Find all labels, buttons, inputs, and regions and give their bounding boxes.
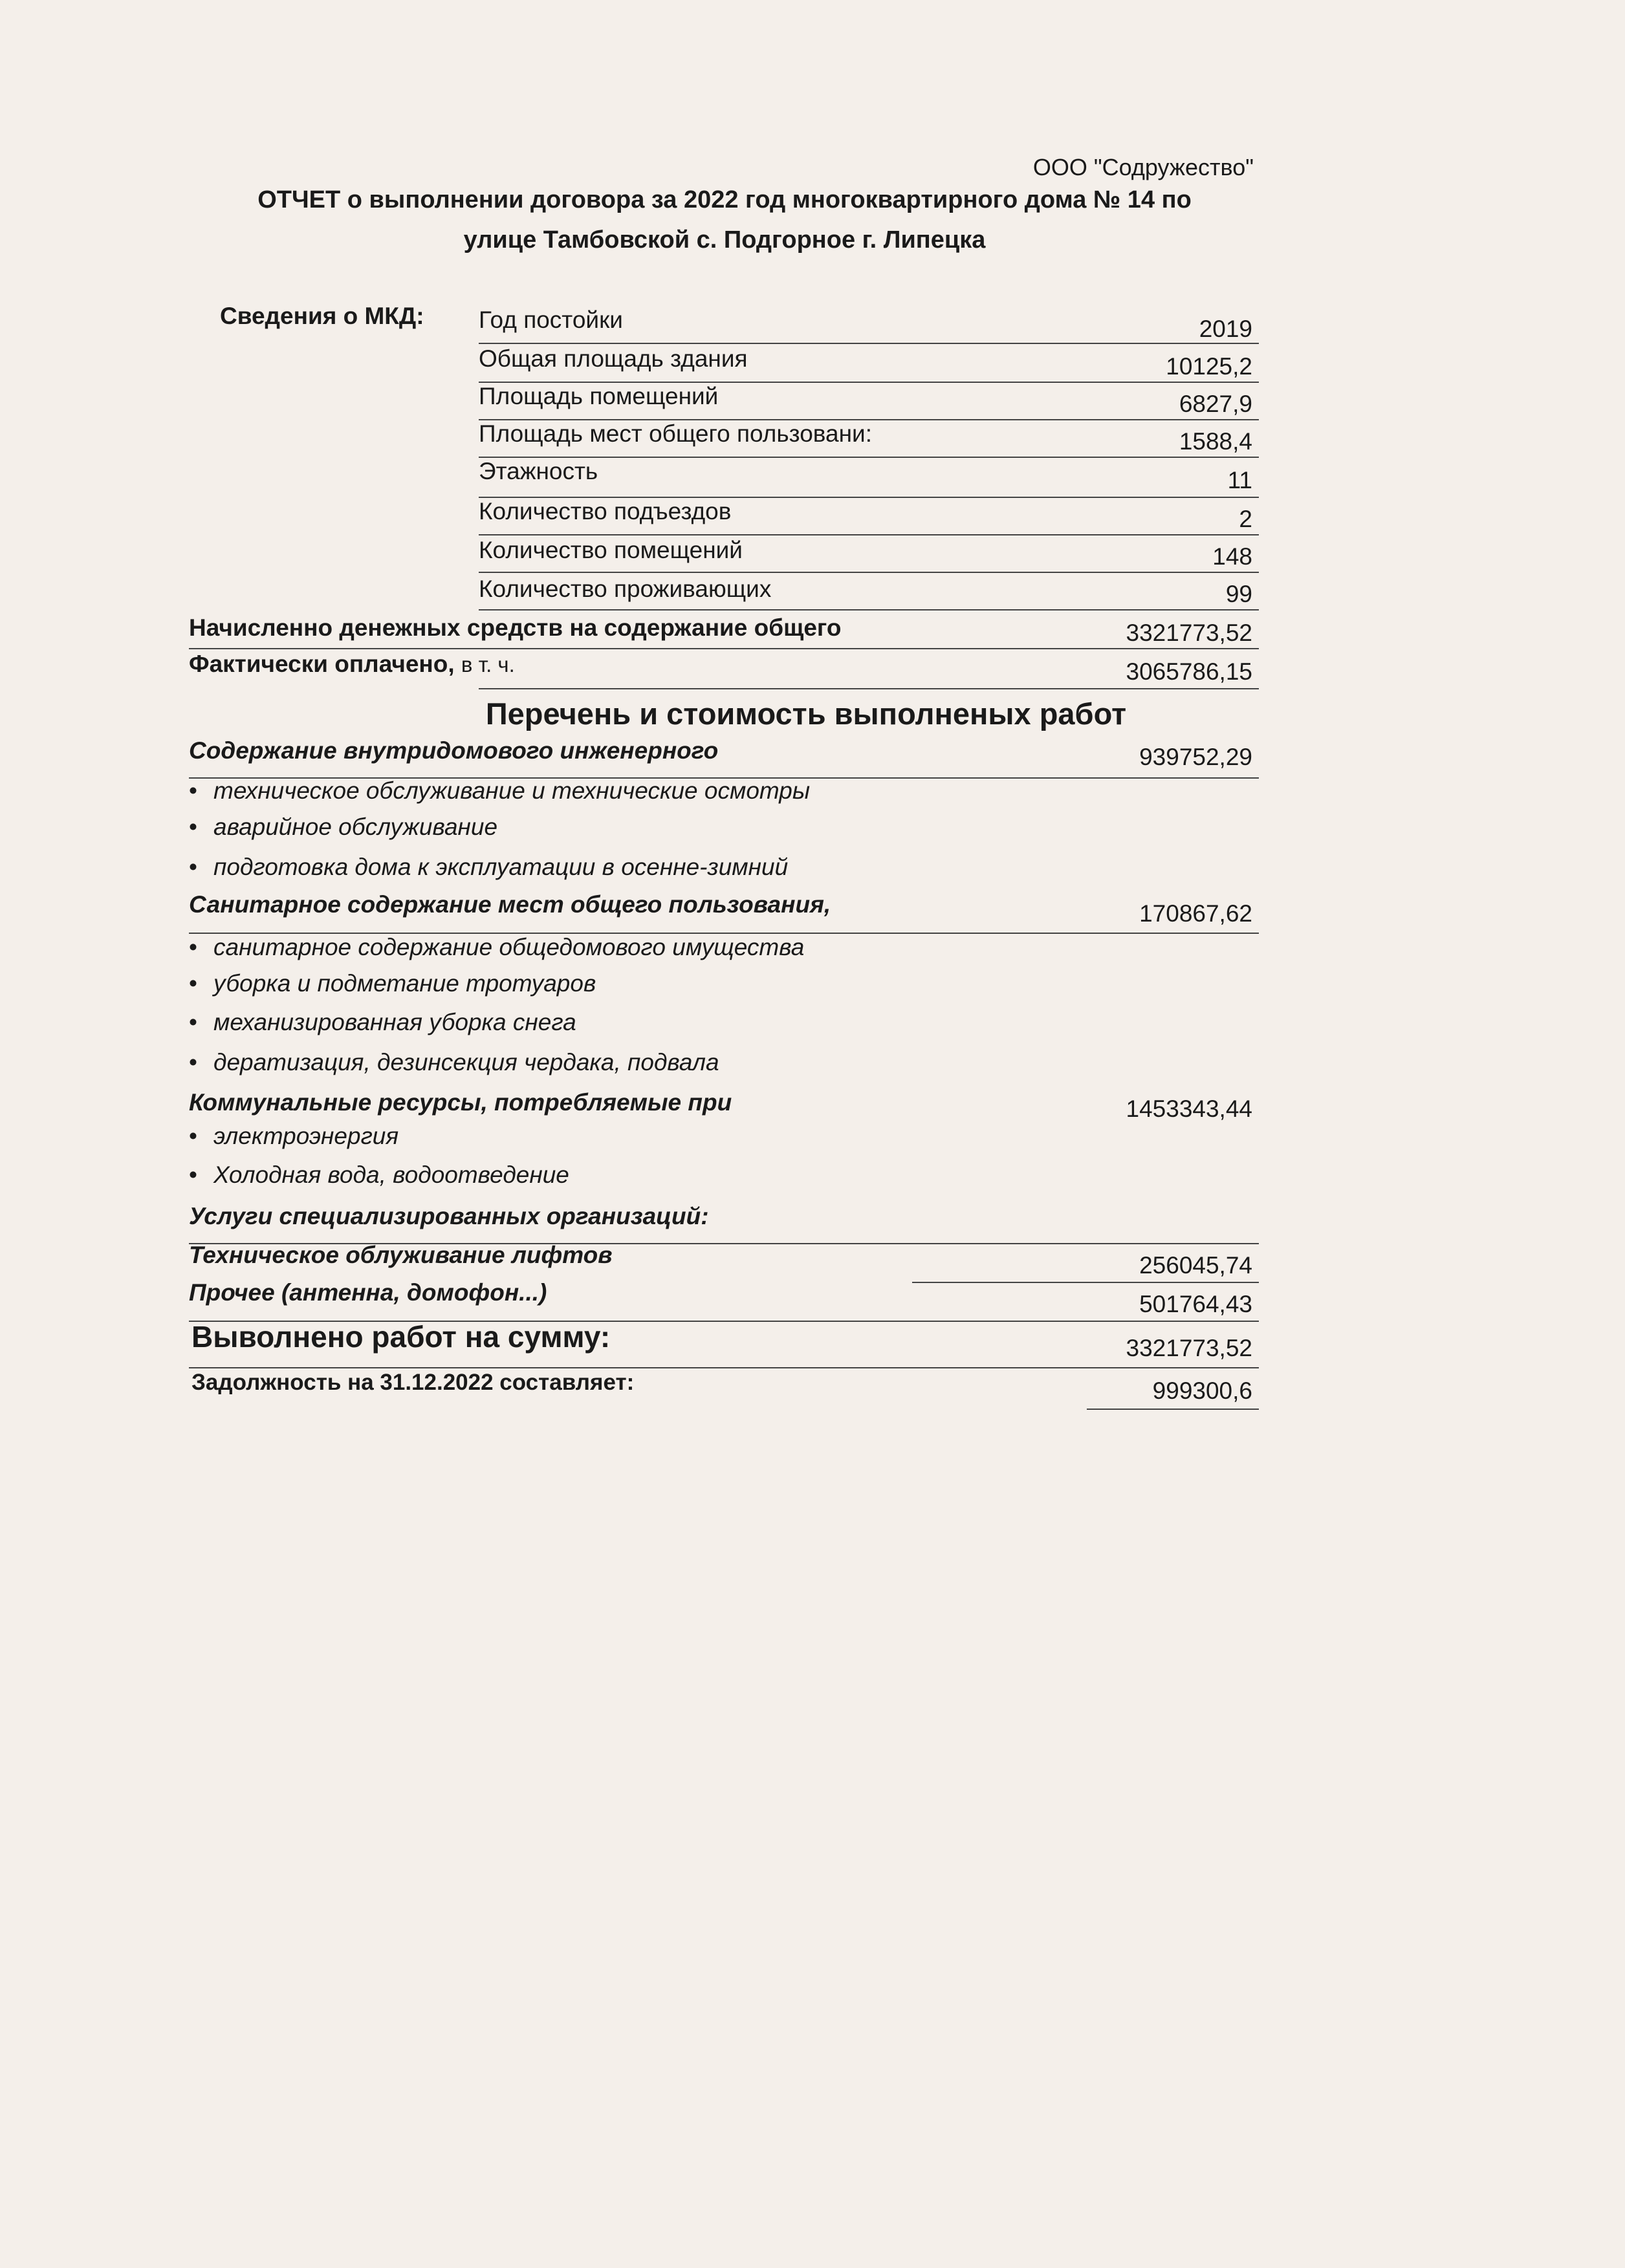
- row-divider: [1087, 1409, 1259, 1410]
- other-value: 501764,43: [1139, 1291, 1252, 1317]
- mkd-premises-area-value: 6827,9: [1179, 391, 1252, 417]
- accrued-label: Начисленно денежных средств на содержание общего: [189, 614, 842, 641]
- paid-label-suffix: в т. ч.: [461, 653, 515, 676]
- paid-value: 3065786,15: [1126, 658, 1252, 685]
- mkd-common-area-value: 1588,4: [1179, 428, 1252, 455]
- row-divider: [479, 343, 1259, 344]
- elevators-value: 256045,74: [1139, 1252, 1252, 1279]
- bullet-glyph: •: [189, 1123, 197, 1149]
- section3-bullet-1: [189, 1123, 398, 1150]
- bullet-text: дератизация, дезинсекция чердака, подвала: [213, 1049, 719, 1075]
- mkd-year-label: Год постойки: [479, 307, 623, 333]
- bullet-glyph: •: [189, 1161, 197, 1188]
- mkd-total-area-value: 10125,2: [1166, 353, 1252, 380]
- elevators-label: Техническое облуживание лифтов: [189, 1242, 613, 1268]
- mkd-floors-label: Этажность: [479, 458, 598, 484]
- organization-name: ООО "Содружество": [1032, 154, 1254, 180]
- section2-bullet-2: [189, 970, 596, 997]
- bullet-glyph: •: [189, 814, 197, 840]
- mkd-total-area-label: Общая площадь здания: [479, 345, 748, 372]
- paid-label: Фактически оплачено,: [189, 651, 455, 677]
- bullet-glyph: •: [189, 777, 197, 804]
- section2-bullet-1: [189, 934, 804, 961]
- section1-bullet-1: [189, 777, 810, 805]
- section1-bullet-2: [189, 814, 497, 841]
- debt-label: Задолжность на 31.12.2022 составляет:: [191, 1370, 635, 1395]
- mkd-floors-value: 11: [1227, 467, 1252, 493]
- bullet-text: санитарное содержание общедомового имущества: [213, 934, 805, 960]
- bullet-text: электроэнергия: [213, 1123, 399, 1149]
- mkd-residents-value: 99: [1225, 581, 1252, 607]
- report-title-line1: ОТЧЕТ о выполнении договора за 2022 год многоквартирного дома № 14 по: [257, 186, 1192, 213]
- mkd-premises-area-label: Площадь помещений: [479, 383, 719, 409]
- bullet-text: аварийное обслуживание: [213, 814, 498, 840]
- total-label: Выволнено работ на сумму:: [191, 1320, 611, 1354]
- row-divider: [189, 648, 1259, 649]
- section2-bullet-3: [189, 1009, 576, 1036]
- bullet-glyph: •: [189, 1049, 197, 1075]
- row-divider: [189, 1367, 1259, 1368]
- debt-value: 999300,6: [1152, 1377, 1252, 1404]
- section1-label: Содержание внутридомового инженерного: [189, 737, 719, 764]
- paid-label-row: [189, 651, 515, 678]
- works-heading: Перечень и стоимость выполненых работ: [485, 697, 1127, 731]
- bullet-glyph: •: [189, 934, 197, 960]
- bullet-glyph: •: [189, 970, 197, 997]
- mkd-common-area-label: Площадь мест общего пользовани:: [479, 420, 872, 447]
- section1-bullet-3: [189, 854, 788, 881]
- accrued-value: 3321773,52: [1126, 620, 1252, 646]
- bullet-glyph: •: [189, 854, 197, 880]
- bullet-text: механизированная уборка снега: [213, 1009, 576, 1035]
- section3-label: Коммунальные ресурсы, потребляемые при: [189, 1089, 732, 1116]
- row-divider: [479, 534, 1259, 535]
- mkd-year-value: 2019: [1199, 316, 1252, 342]
- section1-value: 939752,29: [1139, 744, 1252, 770]
- section2-label: Санитарное содержание мест общего пользования,: [189, 891, 831, 918]
- mkd-entrances-label: Количество подъездов: [479, 498, 732, 524]
- special-services-label: Услуги специализированных организаций:: [189, 1203, 709, 1229]
- mkd-section-label: Сведения о МКД:: [220, 303, 424, 329]
- mkd-premises-count-value: 148: [1212, 543, 1252, 570]
- section2-bullet-4: [189, 1049, 719, 1076]
- total-value: 3321773,52: [1126, 1335, 1252, 1361]
- section3-bullet-2: [189, 1161, 569, 1189]
- row-divider: [479, 688, 1259, 689]
- bullet-text: техническое обслуживание и технические осмотры: [213, 777, 811, 804]
- bullet-glyph: •: [189, 1009, 197, 1035]
- bullet-text: Холодная вода, водоотведение: [213, 1161, 569, 1188]
- other-label: Прочее (антенна, домофон...): [189, 1279, 547, 1306]
- mkd-entrances-value: 2: [1239, 506, 1252, 532]
- mkd-premises-count-label: Количество помещений: [479, 537, 743, 563]
- bullet-text: уборка и подметание тротуаров: [213, 970, 596, 997]
- mkd-residents-label: Количество проживающих: [479, 576, 772, 602]
- report-title-line2: улице Тамбовской с. Подгорное г. Липецка: [463, 226, 986, 254]
- section2-value: 170867,62: [1139, 900, 1252, 927]
- row-divider: [479, 609, 1259, 610]
- section3-value: 1453343,44: [1126, 1096, 1252, 1122]
- row-divider: [912, 1282, 1259, 1283]
- bullet-text: подготовка дома к эксплуатации в осенне-зимний: [213, 854, 789, 880]
- row-divider: [479, 572, 1259, 573]
